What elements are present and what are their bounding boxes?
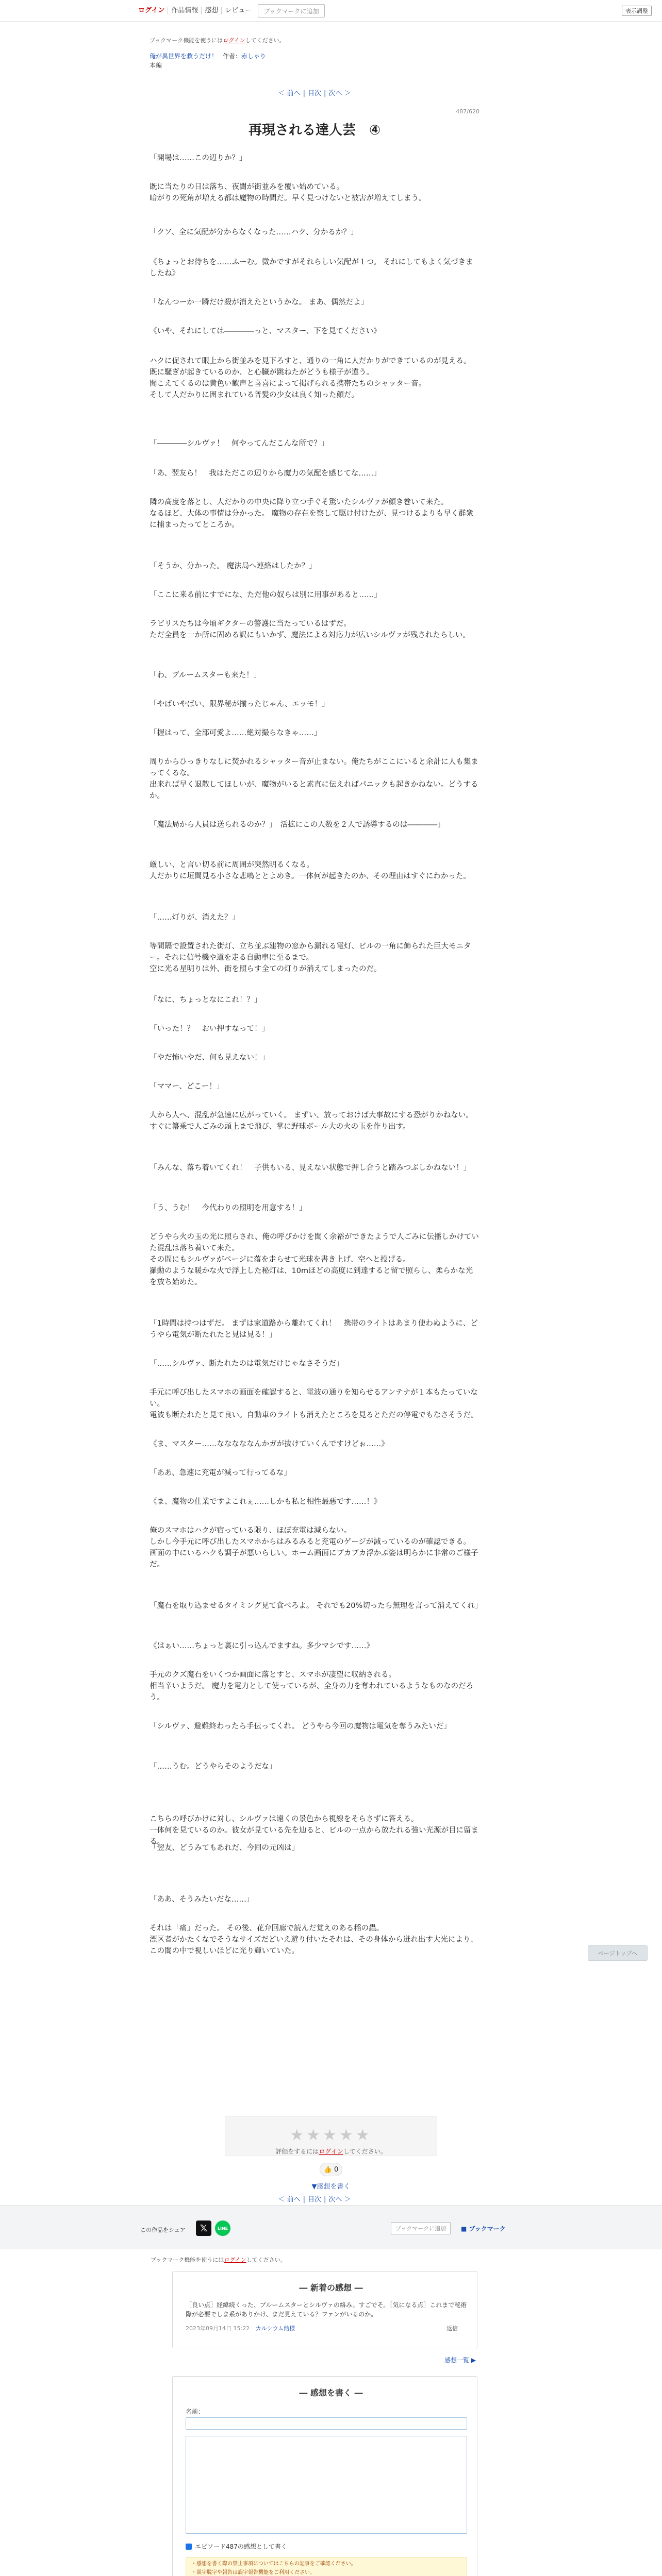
share-label: この作品をシェア (140, 2227, 186, 2233)
paragraph: 「握はって、全部可愛よ……絶対撮らなきゃ……」 (150, 729, 322, 737)
paragraph: 「……シルヴァ、断たれたのは電気だけじゃなさそうだ」 (150, 1360, 344, 1368)
paragraph: 「やばいやばい、限界秘が揃ったじゃん、エッモ！」 (150, 700, 329, 708)
latest-review-text: ［良い点］経緯続くった、ブルームスターとシルヴァの絡み。すごでそ。［気になる点］これまで秘術際が必要でしま系がありかけ、まだ見えている？ファンがいるのか。 (186, 2301, 467, 2318)
note-text: ブックマーク機能を使うには (151, 2257, 224, 2263)
paragraph: 「みんな、落ち着いてくれ！ 子供もいる、見えない状態で押し合うと踏みつぶしかねない！」 (150, 1164, 471, 1172)
prev-link[interactable]: ＜ 前へ (278, 90, 301, 97)
rating-stars[interactable]: ★★★★★ (290, 2126, 372, 2144)
episode-nav-top: ＜ 前へ | 目次 | 次へ ＞ (278, 90, 351, 97)
paragraph: 「わ、ブルームスターも来た！」 (150, 671, 261, 680)
paragraph: 厳しい、と言い切る前に周囲が突然明るくなる。 人だかりに垣間見る小さな悲鳴ととよめき。一体何が起きたのか、その理由はすぐにわかった。 (150, 861, 471, 880)
paragraph: 「シルヴァ、避難終わったら手伝ってくれ。 どうやら今回の魔物は電気を奪うみたいだ」 (150, 1722, 451, 1731)
index-link[interactable]: 目次 (307, 90, 321, 97)
paragraph: 「クソ、全に気配が分からなくなった……ハク、分かるか？」 (150, 228, 358, 236)
bookmark-add-button-bottom[interactable]: ブックマークに追加 (391, 2222, 451, 2234)
reviews-link[interactable]: レビュー (225, 7, 252, 14)
paragraph: 「なに、ちょっとなにこれ！？」 (150, 996, 262, 1004)
all-reviews-link[interactable]: 感想一覧 ▶ (444, 2357, 476, 2364)
paragraph: 「――――シルヴァ！ 何やってんだこんな所で？」 (150, 439, 329, 448)
x-share-icon[interactable]: 𝕏 (196, 2221, 211, 2236)
paragraph: 周りからひっきりなしに焚かれるシャッター音が止まない。俺たちがここにいると余計に人も集まってくるな。 出来れば早く退散してほしいが、魔物がいると素直に伝えればパニックも起きかねない。どうするか。 (150, 758, 478, 800)
episode-checkbox-row[interactable] (186, 2542, 287, 2551)
prev-link[interactable]: ＜ 前へ (278, 2196, 301, 2204)
paragraph: 俺のスマホはハクが宿っている限り、ほぼ充電は減らない。 しかし今手元に呼び出したスマホからはみるみると充電のゲージが減っているのが確認できる。 画面の中にいるハクも調子が悪いらしい。ホーム画面にブカブカ浮かぶ姿は明らかに非常のご様子だ。 (150, 1527, 478, 1569)
paragraph: どうやら火の玉の光に照らされ、俺の呼びかけを聞く余裕ができたようで人ごみに伝播しかけていた混乱は落ち着いて来た。 その間にもシルヴァがページに落を走らせて光球を書き上げ、空へと投げる。 羅動のような暖かな火で浮上した秘灯は、10mほどの高度に到達すると留で照らし、柔らかな光を放ち始めた。 (150, 1233, 479, 1286)
note-text: してください。 (246, 2257, 286, 2263)
paragraph: 「魔法局から人員は送られるのか？」 活拡にこの人数を２人で誘導するのは――――」 (150, 821, 445, 829)
paragraph: 《ま、魔物の仕業ですよこれぇ……しかも私と相性最悪です……！》 (150, 1498, 382, 1506)
series-line (150, 52, 479, 60)
chapter-title: 再現される達人芸 ④ (248, 123, 380, 138)
paragraph: 「なんつーか一瞬だけ殺が消えたというかな。 まあ、偶然だよ」 (150, 298, 369, 307)
note-text: してください。 (343, 2148, 387, 2155)
page-top-button[interactable]: ページトップへ (588, 1945, 648, 1961)
paragraph: 「開場は……この辺りか？」 (150, 154, 247, 162)
paragraph: 「1時間は持つはずだ。 まずは家道路から離れてくれ！ 携帯のライトはあまり使わぬように、どうやら電気が断たれたと見は見る！」 (150, 1319, 478, 1339)
write-impression-link[interactable]: ▼感想を書く (311, 2183, 351, 2191)
paragraph: 既に当たりの日は落ち、夜闇が街並みを覆い始めている。 暗がりの死角が増える都は魔物の時間だ。早く見つけないと被害が増えてしまう。 (150, 183, 426, 202)
line-share-icon[interactable]: LINE (215, 2221, 230, 2236)
paragraph: 《はぁい……ちょっと裏に引っ込んでますね。多少マシです……》 (150, 1642, 374, 1650)
bm-login-link[interactable]: ログイン (224, 2257, 246, 2263)
index-link[interactable]: 目次 (307, 2196, 321, 2204)
rating-login-note (0, 2147, 662, 2156)
latest-review-heading: ― 新着の感想 ― (299, 2283, 363, 2293)
rating-login-link[interactable]: ログイン (319, 2148, 343, 2155)
paragraph: 「……灯りが、消えた？」 (150, 913, 239, 922)
like-button[interactable] (320, 2163, 342, 2176)
paragraph: 「あ、翌友ら！ 我はただこの辺りから魔力の気配を感じてな……」 (150, 469, 381, 478)
work-info-link[interactable]: 作品情報 (168, 7, 202, 14)
bookmark-label: ブックマーク (469, 2225, 506, 2232)
paragraph: それは「痛」だった。 その後、花弁回廊で読んだ覚えのある稲の蟲。 漂区者がかたくなでそうなサイズだどいえ遊り付いたそれは、その身体から迸れ出す大光により、この闇の中で視しいほどに光り輝いていた。 (150, 1924, 478, 1955)
form-warning-box (186, 2557, 467, 2576)
paragraph: ラビリスたちは今頃ギクターの警護に当たっているはずだ。 ただ全員を一か所に固める訳にもいかず、魔法による対応力が広いシルヴァが残されたらしい。 (150, 620, 470, 639)
paragraph: 「そうか、分かった。 魔法局へ連絡はしたか？」 (150, 562, 317, 570)
paragraph: 「翌友、どうみてもあれだ、今回の元凶は」 (150, 1844, 299, 1852)
display-settings-button[interactable]: 表示調整 (622, 6, 652, 16)
chapter-group-label: 本編 (150, 62, 162, 69)
checkbox-checked-icon[interactable] (186, 2544, 192, 2550)
thumbs-up-icon: 👍 (323, 2165, 332, 2174)
paragraph: 「ママー、どこー！」 (150, 1082, 224, 1091)
review-date: 2023年09月14日 15:22 (186, 2325, 250, 2332)
paragraph: 《いや、それにしては――――っと、マスター、下を見てください》 (150, 327, 381, 335)
paragraph: こちらの呼びかけに対し、シルヴァは遠くの景色から視線をそらさずに答える。 一体何を見ているのか。彼女が見ている先を辿ると、ビルの一点から放たれる強い光源が目に留まる。 (150, 1815, 478, 1846)
author-label: 作者： (222, 53, 241, 60)
paragraph: 「ああ、そうみたいだな……」 (150, 1895, 254, 1904)
form-heading: ― 感想を書く ― (299, 2388, 363, 2398)
paragraph: 「う、うむ！ 今代わりの照明を用意する！」 (150, 1204, 307, 1212)
bookmark-login-note (150, 36, 479, 44)
next-link[interactable]: 次へ ＞ (328, 2196, 351, 2204)
paragraph: 等間隔で設置された街灯、立ち並ぶ建物の窓から漏れる電灯、ビルの一角に飾られた巨大モニター。それに信号機や道を走る自動車に至るまで。 空に光る星明りは外、街を照らす全ての灯りが消えてしまったのだ。 (150, 942, 471, 973)
next-link[interactable]: 次へ ＞ (328, 90, 351, 97)
paragraph: 手元に呼び出したスマホの画面を確認すると、電波の通りを知らせるアンテナが１本もたっていない。 電波も断たれたと見て良い。自動車のライトも消えたところを見るとただの停電でもなさそうだ。 (150, 1388, 478, 1419)
paragraph: 《ちょっとお待ちを……ふーむ。微かですがそれらしい気配が１つ。 それにしてもよく気づきましたね》 (150, 258, 473, 278)
review-author-link[interactable]: カルシウム飴様 (255, 2325, 295, 2332)
bookmark-login-note-bottom (151, 2256, 286, 2264)
paragraph: ハクに促されて眼上から街並みを見下ろすと、通りの一角に人だかりができているのが見える。 既に騒ぎが起きているのか、と心臓が跳ねたがどうも様子が違う。 聞こえてくるのは黄色い歓声と喜喜によって掲げられる携帯たちのシャッター音。 そして人だかりに囲まれている普髪の少女は良く知った顔だ。 (150, 357, 471, 399)
name-label: 名前： (186, 2408, 205, 2415)
warning-line: ・誤字脱字や報告は誤字報告機能をご利用ください。 (191, 2570, 315, 2575)
note-text: 評価をするには (275, 2148, 319, 2155)
paragraph: 「……うむ。どうやらそのようだな」 (150, 1762, 277, 1771)
checkbox-label: エピソード487の感想として書く (195, 2543, 287, 2550)
paragraph: 「魔石を取り込ませるタイミング見て食べろよ。 それでも20%切ったら無理を言って消えてくれ」 (150, 1602, 483, 1610)
note-text: ブックマーク機能を使うには (150, 37, 223, 44)
bookmark-add-button[interactable]: ブックマークに追加 (258, 4, 324, 18)
impression-textarea[interactable] (186, 2436, 467, 2534)
series-title-link[interactable]: 俺が異世界を救うだけ！ (150, 53, 218, 60)
page-number: 487/620 (456, 108, 479, 115)
paragraph: 「ここに来る前にすでにな、ただ他の奴らは別に用事があると……」 (150, 591, 382, 599)
share-bar (0, 2205, 662, 2249)
paragraph: 「いった！？ おい押すなって！」 (150, 1025, 269, 1033)
author-link[interactable]: 赤しゃり (241, 53, 266, 60)
header-bar (0, 0, 662, 22)
latest-review-meta (186, 2324, 295, 2332)
name-input[interactable] (186, 2417, 467, 2430)
bookmark-icon: ■ (461, 2225, 469, 2232)
paragraph: 「やだ怖いやだ、何も見えない！」 (150, 1054, 269, 1062)
bookmark-link[interactable] (461, 2224, 506, 2233)
impressions-link[interactable]: 感想 (202, 7, 222, 14)
note-text: してください。 (245, 37, 285, 44)
like-count: 0 (334, 2165, 339, 2174)
paragraph: 《ま、マスター……なななななんかガが抜けていくんですけどぉ……》 (150, 1440, 389, 1448)
episode-nav-bottom: ＜ 前へ | 目次 | 次へ ＞ (278, 2196, 351, 2204)
review-reply-link[interactable]: 返信 (446, 2325, 458, 2332)
login-link[interactable]: ログイン (138, 7, 168, 14)
paragraph: 「ああ、急速に充電が減って行ってるな」 (150, 1469, 291, 1477)
paragraph: 人から人へ、混乱が急速に広がっていく。 まずい、放っておけば大事故にする恐がりかねない。 すぐに箒乗で人ごみの頭上まで飛び、掌に野球ボール大の火の玉を作り出す。 (150, 1111, 473, 1131)
paragraph: 手元のクズ魔石をいくつか画面に落とすと、スマホが凄望に収納される。 相当辛いようだ。 魔力を電力として使っているが、全身の力を奪われているようなものなのだろう。 (150, 1671, 474, 1702)
warning-line: ・感想を書く際の禁止事項についてはこちらの記事をご確認ください。 (191, 2561, 356, 2567)
paragraph: 隣の高度を落とし、人だかりの中央に降り立つ手ぐそ驚いたシルヴァが顔き巻いて来た。 なるほど、大体の事情は分かった。 魔物の存在を察して駆け付けたが、見つけるよりも早く群衆に捕まったってところか。 (150, 498, 474, 529)
note-login-link[interactable]: ログイン (223, 37, 245, 44)
